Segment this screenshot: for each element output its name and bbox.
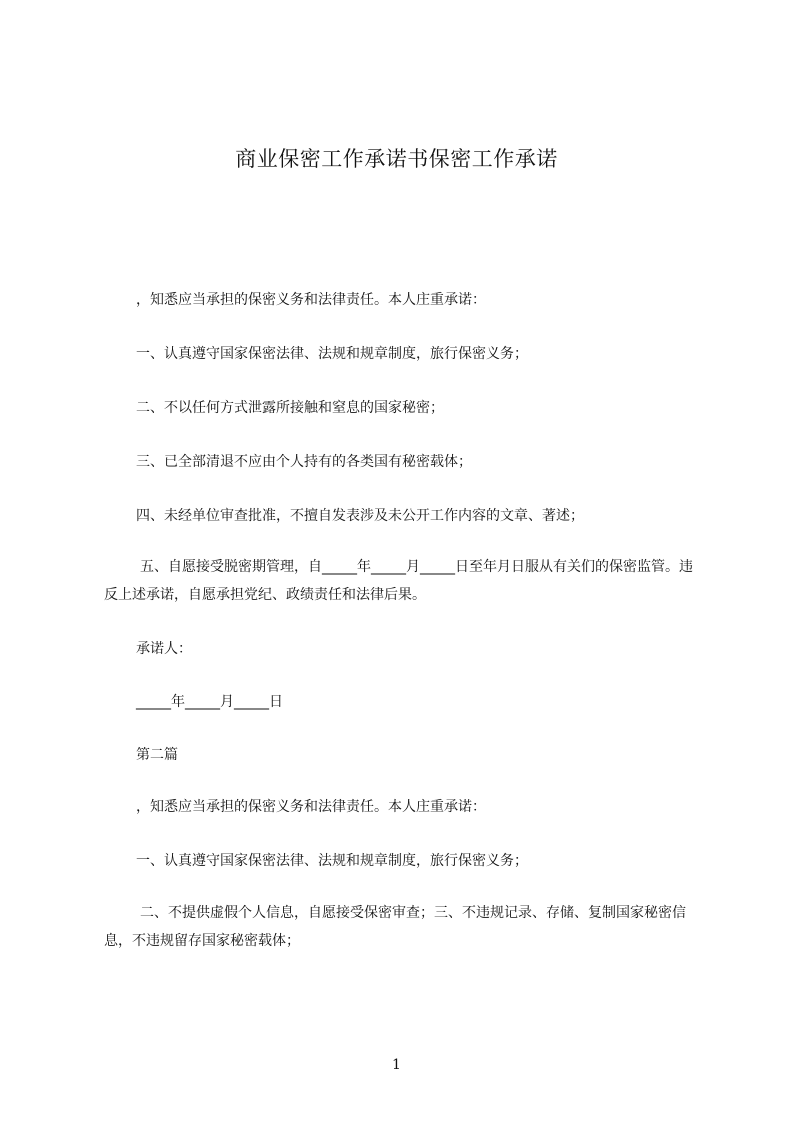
paragraph-item-5: 五、自愿接受脱密期管理，自_____年_____月_____日至年月日服从有关们的保密监管。违反上述承诺，自愿承担党纪、政绩责任和法律后果。 xyxy=(104,559,693,603)
document-title: 商业保密工作承诺书保密工作承诺 xyxy=(235,147,558,171)
page-number: 1 xyxy=(392,1057,401,1073)
signature-date: _____年_____月_____日 xyxy=(136,694,283,710)
paragraph-item-4: 四、未经单位审查批准，不擅自发表涉及未公开工作内容的文章、著述； xyxy=(136,508,584,524)
paragraph-item-2-2: 二、不提供虚假个人信息，自愿接受保密审查；三、不违规记录、存储、复制国家秘密信息，不违规留存国家秘密载体； xyxy=(104,905,686,949)
paragraph-item-1-2: 一、认真遵守国家保密法律、法规和规章制度，旅行保密义务； xyxy=(136,853,528,869)
section-heading: 第二篇 xyxy=(136,747,178,763)
paragraph-item-3: 三、已全部清退不应由个人持有的各类国有秘密载体； xyxy=(136,454,472,470)
signature-label: 承诺人： xyxy=(136,641,192,657)
paragraph-item-2: 二、不以任何方式泄露所接触和窒息的国家秘密； xyxy=(136,400,444,416)
paragraph-intro-2: ，知悉应当承担的保密义务和法律责任。本人庄重承诺： xyxy=(136,799,486,815)
paragraph-intro: ，知悉应当承担的保密义务和法律责任。本人庄重承诺： xyxy=(136,292,486,308)
paragraph-item-1: 一、认真遵守国家保密法律、法规和规章制度，旅行保密义务； xyxy=(136,346,528,362)
